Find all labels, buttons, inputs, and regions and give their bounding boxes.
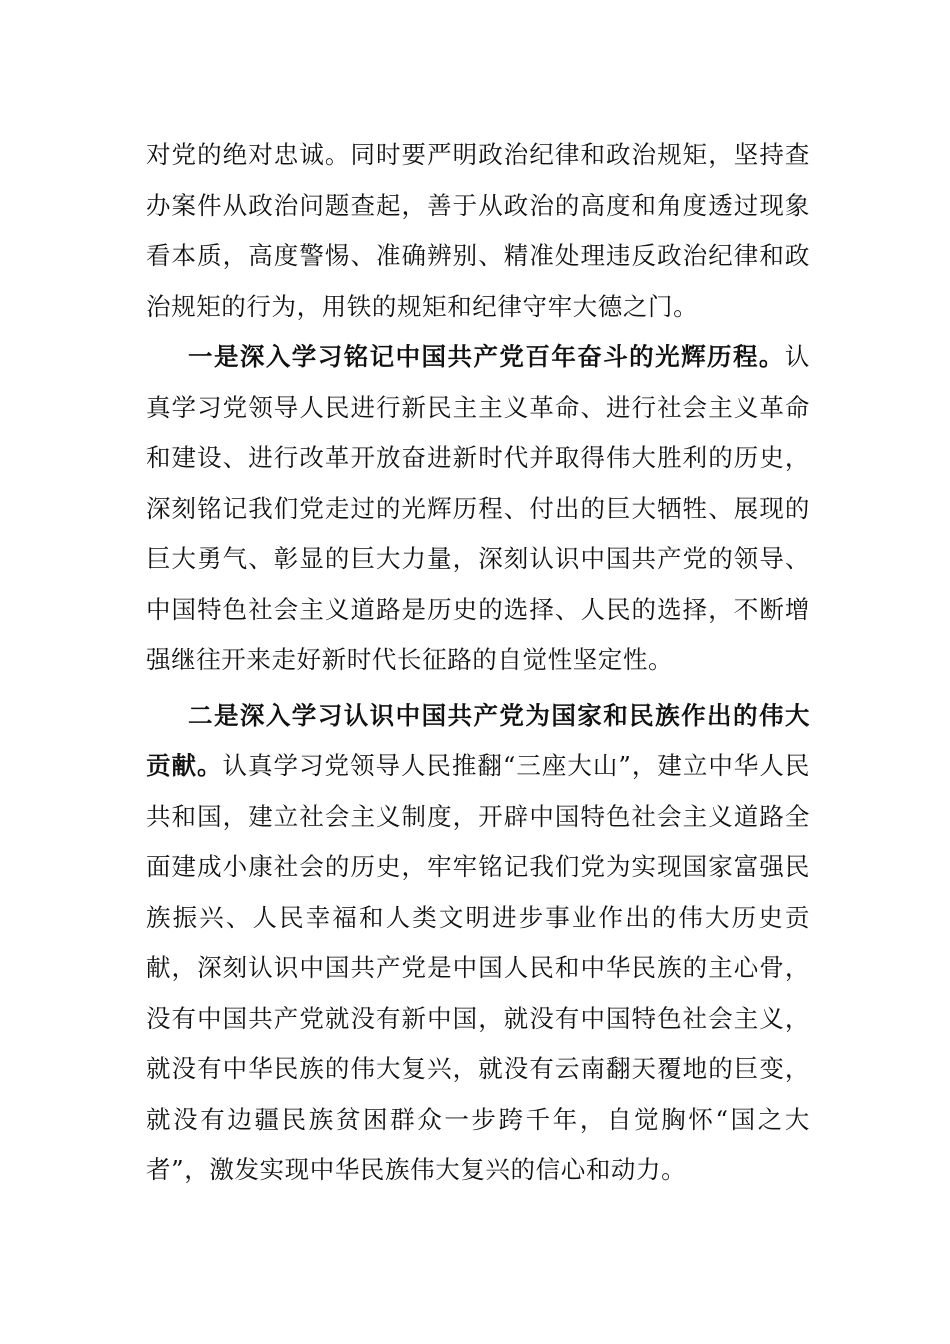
paragraph-continuation (146, 130, 810, 332)
paragraph-body: 认真学习党领导人民进行新民主主义革命、进行社会主义革命和建设、进行改革开放奋进新时代并取得伟大胜利的历史，深刻铭记我们党走过的光辉历程、付出的巨大牺牲、展现的巨大勇气、彰显的巨大力量，深刻认识中国共产党的领导、中国特色社会主义道路是历史的选择、人民的选择，不断增强继往开来走好新时代长征路的自觉性坚定性。 (146, 342, 810, 674)
paragraph-heading: 二是深入学习认识中国共产党为国家和民族作出的伟大贡献。 (146, 700, 810, 780)
paragraph-point-one (146, 332, 810, 686)
paragraph-body: 认真学习党领导人民推翻“三座大山”，建立中华人民共和国，建立社会主义制度，开辟中国特色社会主义道路全面建成小康社会的历史，牢牢铭记我们党为实现国家富强民族振兴、人民幸福和人类文明进步事业作出的伟大历史贡献，深刻认识中国共产党是中国人民和中华民族的主心骨，没有中国共产党就没有新中国，就没有中国特色社会主义，就没有中华民族的伟大复兴，就没有云南翻天覆地的巨变，就没有边疆民族贫困群众一步跨千年，自觉胸怀“国之大者”，激发实现中华民族伟大复兴的信心和动力。 (146, 751, 810, 1184)
paragraph-body: 对党的绝对忠诚。同时要严明政治纪律和政治规矩，坚持查办案件从政治问题查起，善于从政治的高度和角度透过现象看本质，高度警惕、准确辨别、精准处理违反政治纪律和政治规矩的行为，用铁的规矩和纪律守牢大德之门。 (146, 140, 810, 321)
paragraph-heading: 一是深入学习铭记中国共产党百年奋斗的光辉历程。 (188, 342, 785, 371)
paragraph-point-two (146, 691, 810, 1196)
document-page (146, 130, 810, 1196)
